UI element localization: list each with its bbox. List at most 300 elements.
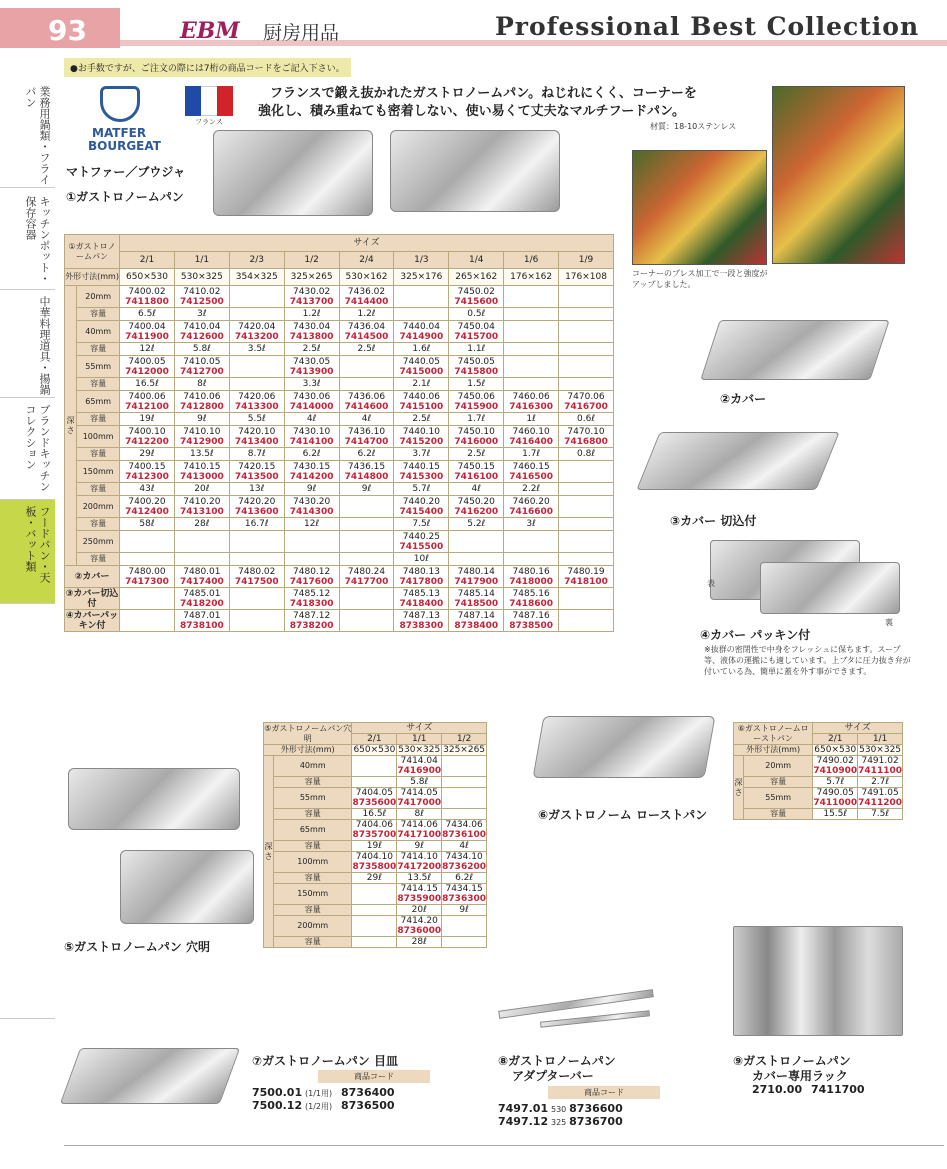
capacity-label: 容量 <box>274 873 352 884</box>
capacity-cell <box>229 553 284 566</box>
product-code: 7414600 <box>344 401 389 412</box>
model-number: 7400.20 <box>128 496 166 507</box>
capacity-cell <box>339 378 394 391</box>
model-cell <box>397 916 442 937</box>
product-code: 7418500 <box>454 598 499 609</box>
model-cell <box>174 496 229 518</box>
model-number: 7404.05 <box>355 788 393 798</box>
model-number: 7480.12 <box>293 566 331 577</box>
model-number: 7400.10 <box>128 426 166 437</box>
order-notice: ●お手数ですが、ご注文の際には7桁の商品コードをご記入下さい。 <box>64 58 351 77</box>
maker-name-en2: BOURGEAT <box>88 139 161 153</box>
model-number: 7480.01 <box>183 566 221 577</box>
capacity-row <box>264 809 487 820</box>
model-cell <box>229 321 284 343</box>
model-number: 7491.02 <box>861 756 899 766</box>
product-code: 7413300 <box>234 401 279 412</box>
product-code: 7412500 <box>179 296 224 307</box>
depth-row <box>65 531 614 553</box>
model-cell <box>504 356 559 378</box>
model-number: 7485.13 <box>402 588 440 599</box>
item6-title: ⑥ガストロノーム ローストパン <box>538 808 708 822</box>
model-cell <box>339 610 394 632</box>
model-cell <box>120 566 175 588</box>
capacity-label: 容量 <box>274 937 352 948</box>
model-cell <box>394 461 449 483</box>
dims-cell: 530×325 <box>174 269 229 286</box>
capacity-cell: 10ℓ <box>394 553 449 566</box>
model-number: 7480.16 <box>512 566 550 577</box>
capacity-row <box>734 809 903 820</box>
depth-value: 40mm <box>274 756 352 777</box>
capacity-row <box>264 873 487 884</box>
model-cell <box>397 852 442 873</box>
product-code: 7417700 <box>344 576 389 587</box>
depth-label: 深さ <box>65 286 77 566</box>
perforated-spec-table <box>263 722 487 948</box>
model-cell <box>339 566 394 588</box>
capacity-cell: 2.1ℓ <box>394 378 449 391</box>
product-code: 8738200 <box>289 620 334 631</box>
product-code: 7414900 <box>399 331 444 342</box>
product-code: 7413700 <box>289 296 334 307</box>
dims-label: 外形寸法(mm) <box>734 745 813 756</box>
model-number: 7430.10 <box>293 426 331 437</box>
model-cell <box>559 391 614 413</box>
capacity-cell <box>504 343 559 356</box>
capacity-cell: 0.5ℓ <box>449 308 504 321</box>
capacity-row <box>65 518 614 531</box>
category-title: 厨房用品 <box>263 22 340 44</box>
pan-spec-table <box>64 234 614 632</box>
model-number: 7450.10 <box>457 426 495 437</box>
model-cell <box>174 566 229 588</box>
model-cell <box>559 610 614 632</box>
model-cell <box>559 531 614 553</box>
size-cell: 1/1 <box>397 734 442 745</box>
capacity-cell: 1.6ℓ <box>394 343 449 356</box>
model-cell <box>339 356 394 378</box>
product-code: 8738300 <box>399 620 444 631</box>
model-number: 7480.02 <box>238 566 276 577</box>
capacity-label: 容量 <box>274 777 352 788</box>
model-number: 7440.10 <box>402 426 440 437</box>
capacity-cell: 6.5ℓ <box>120 308 175 321</box>
product-code: 7414800 <box>344 471 389 482</box>
model-cell <box>504 610 559 632</box>
capacity-cell: 58ℓ <box>120 518 175 531</box>
capacity-label: 容量 <box>744 777 813 788</box>
product-code: 8736200 <box>442 862 486 872</box>
capacity-row <box>65 343 614 356</box>
capacity-cell <box>352 777 397 788</box>
model-number: 7491.05 <box>861 788 899 798</box>
capacity-cell: 9ℓ <box>442 905 487 916</box>
capacity-label: 容量 <box>274 809 352 820</box>
item3-title: ③カバー 切込付 <box>670 514 757 528</box>
model-cell <box>174 610 229 632</box>
depth-row <box>65 321 614 343</box>
model-cell <box>120 461 175 483</box>
model-cell <box>284 496 339 518</box>
model-number: 7430.20 <box>293 496 331 507</box>
dims-cell: 650×530 <box>353 745 396 755</box>
capacity-cell <box>559 553 614 566</box>
capacity-cell: 2.7ℓ <box>858 777 903 788</box>
capacity-cell: 12ℓ <box>284 518 339 531</box>
product-code: 7415800 <box>454 366 499 377</box>
size-cell: 1/4 <box>449 252 504 269</box>
model-cell <box>120 356 175 378</box>
product-code: 7417100 <box>397 830 442 840</box>
capacity-cell: 28ℓ <box>174 518 229 531</box>
product-code: 7418400 <box>399 598 444 609</box>
model-number: 7434.15 <box>445 884 483 894</box>
model-cell <box>449 588 504 610</box>
sidebar-item-pots[interactable]: 業務用鍋類・フライパン <box>0 80 55 188</box>
capacity-cell: 29ℓ <box>120 448 175 461</box>
product-code: 7411900 <box>125 331 169 342</box>
product-code: 7417000 <box>397 798 442 808</box>
model-cell <box>174 426 229 448</box>
capacity-cell <box>559 518 614 531</box>
capacity-cell: 4ℓ <box>449 483 504 496</box>
capacity-row <box>65 378 614 391</box>
product-code: 7417200 <box>397 862 442 872</box>
size-cell: 1/1 <box>174 252 229 269</box>
model-cell <box>559 286 614 308</box>
model-cell <box>394 531 449 553</box>
product-code: 7413100 <box>179 506 224 517</box>
model-number: 7436.10 <box>347 426 386 437</box>
sidebar-item-foodpan[interactable]: フードパン・天板・バット類 <box>0 500 55 604</box>
item8-code-head: 商品コード <box>548 1086 660 1099</box>
depth-value: 40mm <box>77 321 120 343</box>
size-cell: 2/1 <box>813 734 858 745</box>
item8-row-1: 7497.01 530 8736600 <box>498 1102 623 1115</box>
sidebar-item-containers[interactable]: キッチンポット・保存容器 <box>0 190 55 290</box>
capacity-cell: 5.8ℓ <box>174 343 229 356</box>
product-code: 7414200 <box>289 471 334 482</box>
model-cell <box>352 820 397 841</box>
capacity-cell: 9ℓ <box>397 841 442 852</box>
model-number: 7450.02 <box>457 286 495 297</box>
brand-logo: EBM <box>180 18 240 44</box>
model-number: 7480.19 <box>567 566 605 577</box>
page-number: 93 <box>0 8 120 48</box>
capacity-row <box>65 553 614 566</box>
depth-row <box>264 916 487 937</box>
capacity-cell: 2.5ℓ <box>394 413 449 426</box>
model-cell <box>284 391 339 413</box>
capacity-cell: 1.7ℓ <box>449 413 504 426</box>
capacity-cell: 19ℓ <box>120 413 175 426</box>
model-cell <box>284 461 339 483</box>
drain-plate-photo <box>60 1048 240 1104</box>
model-number: 7450.06 <box>457 391 495 402</box>
model-number: 7400.15 <box>128 461 166 472</box>
model-cell <box>229 566 284 588</box>
capacity-cell <box>442 937 487 948</box>
model-cell <box>442 788 487 809</box>
model-cell <box>394 496 449 518</box>
model-cell <box>120 588 175 610</box>
capacity-cell <box>120 553 175 566</box>
capacity-cell <box>504 378 559 391</box>
depth-value: 20mm <box>77 286 120 308</box>
product-code: 7412600 <box>179 331 224 342</box>
depth-row <box>264 852 487 873</box>
capacity-cell: 8.7ℓ <box>229 448 284 461</box>
product-code: 7417600 <box>289 576 334 587</box>
dims-cell: 176×162 <box>504 269 559 286</box>
model-number: 7400.02 <box>128 286 166 297</box>
capacity-cell <box>559 308 614 321</box>
capacity-cell: 1ℓ <box>504 413 559 426</box>
model-cell <box>394 610 449 632</box>
model-number: 7400.06 <box>128 391 166 402</box>
model-number: 7440.25 <box>402 531 440 542</box>
model-number: 7470.10 <box>567 426 605 437</box>
dims-row <box>264 745 487 756</box>
model-cell <box>284 321 339 343</box>
capacity-cell <box>442 809 487 820</box>
capacity-label: 容量 <box>77 413 120 426</box>
depth-row <box>65 286 614 308</box>
perforated-pan-photo-1 <box>68 768 240 830</box>
depth-value: 150mm <box>77 461 120 483</box>
capacity-cell: 7.5ℓ <box>394 518 449 531</box>
model-cell <box>504 426 559 448</box>
cover-label: ④カバーパッキン付 <box>65 610 119 631</box>
footer-rule <box>64 1145 944 1146</box>
model-cell <box>504 321 559 343</box>
product-code: 7413000 <box>179 471 224 482</box>
capacity-cell: 1.2ℓ <box>339 308 394 321</box>
capacity-cell <box>504 308 559 321</box>
capacity-cell: 2.5ℓ <box>284 343 339 356</box>
product-code: 7411200 <box>858 798 902 808</box>
model-cell <box>229 531 284 553</box>
table-title: ①ガストロノームパン <box>65 235 120 269</box>
depth-label: 深さ <box>734 756 744 820</box>
model-cell <box>120 286 175 308</box>
product-code: 7418300 <box>289 598 334 609</box>
model-number: 7485.01 <box>183 588 221 599</box>
product-code: 7411100 <box>858 766 902 776</box>
model-cell <box>449 321 504 343</box>
size-cell: 2/1 <box>120 252 175 269</box>
capacity-cell <box>559 343 614 356</box>
model-cell <box>229 391 284 413</box>
capacity-row <box>65 448 614 461</box>
item4-note: ※抜群の密閉性で中身をフレッシュに保ちます。スープ等、液体の運搬にも適しています。上ブタに圧力抜き弁が付いている為、簡単に蓋を外す事ができます。 <box>704 645 911 676</box>
model-cell <box>339 321 394 343</box>
model-cell <box>504 496 559 518</box>
model-number: 7430.02 <box>293 286 331 297</box>
capacity-cell <box>449 553 504 566</box>
model-cell <box>858 788 903 809</box>
model-number: 7490.05 <box>816 788 854 798</box>
dims-cell: 650×530 <box>120 269 175 286</box>
model-cell <box>397 788 442 809</box>
depth-value: 55mm <box>274 788 352 809</box>
model-number: 7404.10 <box>355 852 393 862</box>
capacity-cell: 5.7ℓ <box>813 777 858 788</box>
product-code: 7414100 <box>289 436 334 447</box>
intro-line2: 強化し、積み重ねても密着しない、使い易くて丈夫なマルチフードパン。 <box>258 104 685 119</box>
table-title: ⑥ガストロノームローストパン <box>734 723 813 745</box>
model-cell <box>442 916 487 937</box>
product-code: 7416100 <box>454 471 499 482</box>
item1-title: ①ガストロノームパン <box>66 190 184 204</box>
capacity-cell: 13ℓ <box>229 483 284 496</box>
product-code: 7417400 <box>179 576 224 587</box>
product-code: 7414000 <box>289 401 334 412</box>
model-cell <box>449 496 504 518</box>
capacity-cell: 13.5ℓ <box>397 873 442 884</box>
capacity-cell: 4ℓ <box>442 841 487 852</box>
sidebar-item-brand[interactable]: ブランドキッチンコレクション <box>0 398 55 500</box>
depth-value: 65mm <box>77 391 120 413</box>
maker-logo-icon <box>100 86 140 122</box>
model-cell <box>284 531 339 553</box>
depth-row <box>264 820 487 841</box>
model-number: 7460.20 <box>512 496 550 507</box>
depth-value: 100mm <box>77 426 120 448</box>
product-code: 7410900 <box>813 766 858 776</box>
capacity-cell: 0.6ℓ <box>559 413 614 426</box>
model-cell <box>120 426 175 448</box>
product-code: 7411000 <box>813 798 858 808</box>
capacity-label: 容量 <box>77 343 120 356</box>
roast-pan-photo <box>533 716 716 778</box>
model-number: 7480.00 <box>128 566 166 577</box>
capacity-cell <box>339 553 394 566</box>
depth-value: 100mm <box>274 852 352 873</box>
model-cell <box>559 461 614 483</box>
model-number: 7460.10 <box>512 426 550 437</box>
depth-row <box>734 756 903 777</box>
product-code: 8735600 <box>352 798 397 808</box>
model-number: 7460.06 <box>512 391 550 402</box>
model-cell <box>559 566 614 588</box>
material: 材質：18-10ステンレス <box>650 122 737 131</box>
model-number: 7487.14 <box>457 610 495 621</box>
capacity-cell: 28ℓ <box>397 937 442 948</box>
model-cell <box>449 391 504 413</box>
product-code: 7415200 <box>399 436 444 447</box>
product-code: 7415000 <box>399 366 444 377</box>
product-code: 7415900 <box>454 401 499 412</box>
dims-cell: 354×325 <box>229 269 284 286</box>
model-cell <box>397 820 442 841</box>
photo-caption: コーナーのプレス加工で一段と強度がアップしました。 <box>632 269 768 289</box>
cover-notched-photo <box>636 432 839 490</box>
product-code: 7413400 <box>234 436 279 447</box>
size-cell: 2/1 <box>352 734 397 745</box>
product-code: 7412200 <box>125 436 169 447</box>
depth-value: 20mm <box>744 756 813 777</box>
product-code: 7412000 <box>125 366 169 377</box>
product-code: 7415600 <box>454 296 499 307</box>
item7-code-head: 商品コード <box>318 1070 430 1083</box>
capacity-cell <box>352 937 397 948</box>
product-code: 8736300 <box>442 894 486 904</box>
model-cell <box>339 286 394 308</box>
capacity-cell: 3.3ℓ <box>284 378 339 391</box>
model-number: 7440.04 <box>402 321 440 332</box>
capacity-cell: 1.1ℓ <box>449 343 504 356</box>
model-cell <box>174 461 229 483</box>
depth-row <box>65 426 614 448</box>
model-cell <box>559 321 614 343</box>
model-cell <box>120 531 175 553</box>
product-code: 7418600 <box>509 598 554 609</box>
model-number: 7450.04 <box>457 321 495 332</box>
model-number: 7400.05 <box>128 356 166 367</box>
capacity-cell <box>394 308 449 321</box>
tagline: Professional Best Collection <box>495 12 920 41</box>
item7-row-1: 7500.01 (1/1用) 8736400 <box>252 1086 395 1099</box>
product-code: 8736100 <box>442 830 486 840</box>
sidebar-item-chinese[interactable]: 中華料理道具・揚鍋 <box>0 290 55 398</box>
model-cell <box>858 756 903 777</box>
capacity-cell: 5.8ℓ <box>397 777 442 788</box>
model-number: 7420.06 <box>238 391 276 402</box>
model-number: 7420.15 <box>238 461 276 472</box>
model-number: 7400.04 <box>128 321 166 332</box>
model-cell <box>442 884 487 905</box>
model-cell <box>174 286 229 308</box>
capacity-row <box>264 905 487 916</box>
model-cell <box>449 610 504 632</box>
item7-title: ⑦ガストロノームパン 目皿 <box>252 1054 398 1068</box>
model-cell <box>174 588 229 610</box>
model-number: 7470.06 <box>567 391 605 402</box>
depth-row <box>264 884 487 905</box>
item9-row: 2710.00 7411700 <box>752 1083 865 1096</box>
depth-row <box>264 756 487 777</box>
size-cell: 2/3 <box>229 252 284 269</box>
product-code: 7413600 <box>234 506 279 517</box>
product-code: 7416000 <box>454 436 499 447</box>
model-cell <box>284 286 339 308</box>
dims-label: 外形寸法(mm) <box>65 269 120 286</box>
model-cell <box>394 566 449 588</box>
model-number: 7414.05 <box>400 788 438 798</box>
item2-title: ②カバー <box>720 392 767 406</box>
capacity-label: 容量 <box>77 553 120 566</box>
capacity-cell: 6.2ℓ <box>284 448 339 461</box>
size-row <box>65 252 614 269</box>
model-number: 7487.16 <box>512 610 550 621</box>
capacity-cell <box>174 553 229 566</box>
back-label: 裏 <box>885 618 893 627</box>
product-code: 7413900 <box>289 366 334 377</box>
model-cell <box>352 756 397 777</box>
model-cell <box>120 321 175 343</box>
model-cell <box>229 461 284 483</box>
product-code: 8738500 <box>509 620 554 631</box>
depth-value: 55mm <box>77 356 120 378</box>
depth-value: 150mm <box>274 884 352 905</box>
model-number: 7410.02 <box>183 286 221 297</box>
capacity-cell: 19ℓ <box>352 841 397 852</box>
dims-cell: 325×176 <box>394 269 449 286</box>
capacity-label: 容量 <box>274 841 352 852</box>
product-code: 7413800 <box>289 331 334 342</box>
